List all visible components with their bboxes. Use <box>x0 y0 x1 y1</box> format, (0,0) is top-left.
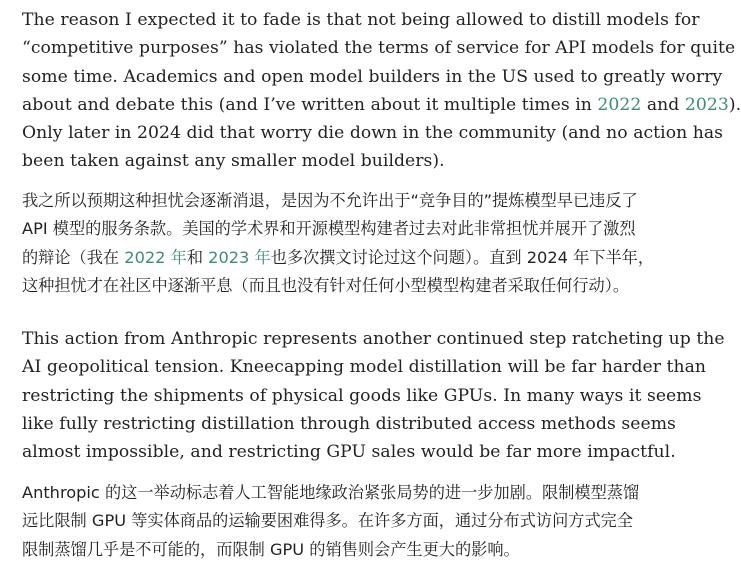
link-2022[interactable]: 2022 <box>597 94 642 115</box>
paragraph-line: almost impossible, and restricting GPU sales would be far more impactful. <box>22 442 676 463</box>
link-2023-zh[interactable]: 2023 年 <box>208 247 271 267</box>
paragraph-english-2 <box>22 325 725 466</box>
paragraph-chinese-2 <box>22 479 639 564</box>
line-text: and <box>641 94 685 115</box>
paragraph-line: like fully restricting distillation through distributed access methods seems <box>22 413 676 434</box>
line-text: 和 <box>186 247 209 267</box>
paragraph-line: some time. Academics and open model builders in the US used to greatly worry <box>22 66 723 87</box>
paragraph-line: Only later in 2024 did that worry die down in the community (and no action has <box>22 123 724 144</box>
paragraph-line: been taken against any smaller model builders). <box>22 151 445 172</box>
paragraph-line: The reason I expected it to fade is that not being allowed to distill models for <box>22 10 700 30</box>
line-text: about and debate this (and I’ve written about it multiple times in <box>22 94 598 115</box>
paragraph-chinese-1 <box>22 187 654 300</box>
paragraph-line: 这种担忧才在社区中逐渐平息（而且也没有针对任何小型模型构建者采取任何行动）。 <box>22 275 630 295</box>
link-2023[interactable]: 2023 <box>684 94 729 115</box>
line-text: 也多次撰文讨论过这个问题）。直到 2024 年下半年， <box>270 247 655 267</box>
paragraph-line: restricting the shipments of physical goods like GPUs. In many ways it seems <box>22 385 702 406</box>
paragraph-line: Anthropic 的这一举动标志着人工智能地缘政治紧张局势的进一步加剧。限制模型蒸馏 <box>22 483 640 502</box>
line-text: ). <box>728 94 741 115</box>
paragraph-line: 我之所以预期这种担忧会逐渐消退，是因为不允许出于“竞争目的”提炼模型早已违反了 <box>22 191 638 210</box>
paragraph-line: AI geopolitical tension. Kneecapping model distillation will be far harder than <box>22 357 706 378</box>
paragraph-line: API 模型的服务条款。美国的学术界和开源模型构建者过去对此非常担忧并展开了激烈 <box>22 219 636 239</box>
paragraph-english-1 <box>22 6 741 176</box>
paragraph-line: “competitive purposes” has violated the terms of service for API models for quite <box>22 38 736 59</box>
paragraph-line: This action from Anthropic represents another continued step ratcheting up the <box>22 329 725 349</box>
line-text: 的辩论（我在 <box>22 247 125 267</box>
link-2022-zh[interactable]: 2022 年 <box>124 247 187 267</box>
paragraph-line <box>22 244 654 272</box>
paragraph-line: 限制蒸馏几乎是不可能的，而限制 GPU 的销售则会产生更大的影响。 <box>22 539 520 559</box>
paragraph-line: 远比限制 GPU 等实体商品的运输要困难得多。在许多方面，通过分布式访问方式完全 <box>22 511 634 531</box>
paragraph-line <box>22 91 741 119</box>
